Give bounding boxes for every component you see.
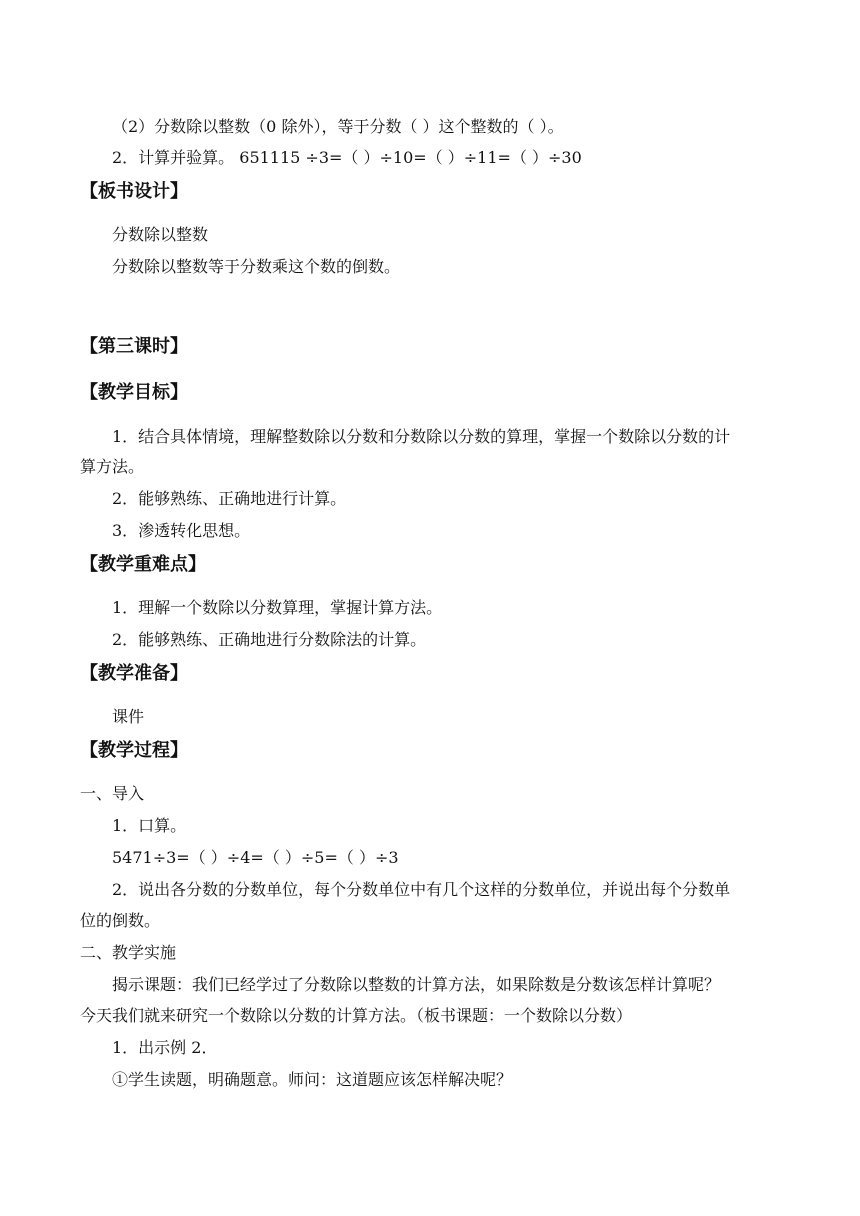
text-line: 2．能够熟练、正确地进行计算。: [112, 489, 347, 508]
text-line: 算方法。: [80, 457, 145, 476]
section-heading: 【教学目标】: [80, 382, 188, 403]
text-line: 2．能够熟练、正确地进行分数除法的计算。: [112, 630, 427, 649]
section-heading: 【第三课时】: [80, 336, 188, 357]
text-line: 今天我们就来研究一个数除以分数的计算方法。（板书课题：一个数除以分数）: [80, 1006, 633, 1025]
section-heading: 【教学重难点】: [80, 554, 206, 575]
section-heading: 【板书设计】: [80, 181, 188, 202]
text-line: 分数除以整数等于分数乘这个数的倒数。: [112, 257, 401, 276]
text-line: 分数除以整数: [112, 225, 209, 244]
text-line: 揭示课题：我们已经学过了分数除以整数的计算方法，如果除数是分数该怎样计算呢？: [112, 975, 721, 994]
text-line: ①学生读题，明确题意。师问：这道题应该怎样解决呢？: [112, 1070, 513, 1089]
text-line: （2）分数除以整数（0 除外），等于分数（ ）这个整数的（ ）。: [112, 117, 564, 136]
text-line: 一、导入: [80, 784, 145, 803]
section-heading: 【教学过程】: [80, 740, 188, 761]
text-line: 1．口算。: [112, 816, 187, 835]
text-line: 5471÷3=（ ）÷4=（ ）÷5=（ ）÷3: [112, 848, 399, 867]
text-line: 1．结合具体情境，理解整数除以分数和分数除以分数的算理，掌握一个数除以分数的计: [112, 427, 731, 446]
text-line: 1．出示例 2．: [112, 1038, 218, 1057]
text-line: 3．渗透转化思想。: [112, 521, 251, 540]
text-line: 2．说出各分数的分数单位，每个分数单位中有几个这样的分数单位，并说出每个分数单: [112, 880, 731, 899]
text-line: 二、教学实施: [80, 943, 177, 962]
text-line: 位的倒数。: [80, 911, 161, 930]
text-line: 1．理解一个数除以分数算理，掌握计算方法。: [112, 598, 443, 617]
text-line: 2．计算并验算。 651115 ÷3=（ ）÷10=（ ）÷11=（ ）÷30: [112, 148, 582, 167]
section-heading: 【教学准备】: [80, 663, 188, 684]
text-line: 课件: [112, 707, 145, 726]
